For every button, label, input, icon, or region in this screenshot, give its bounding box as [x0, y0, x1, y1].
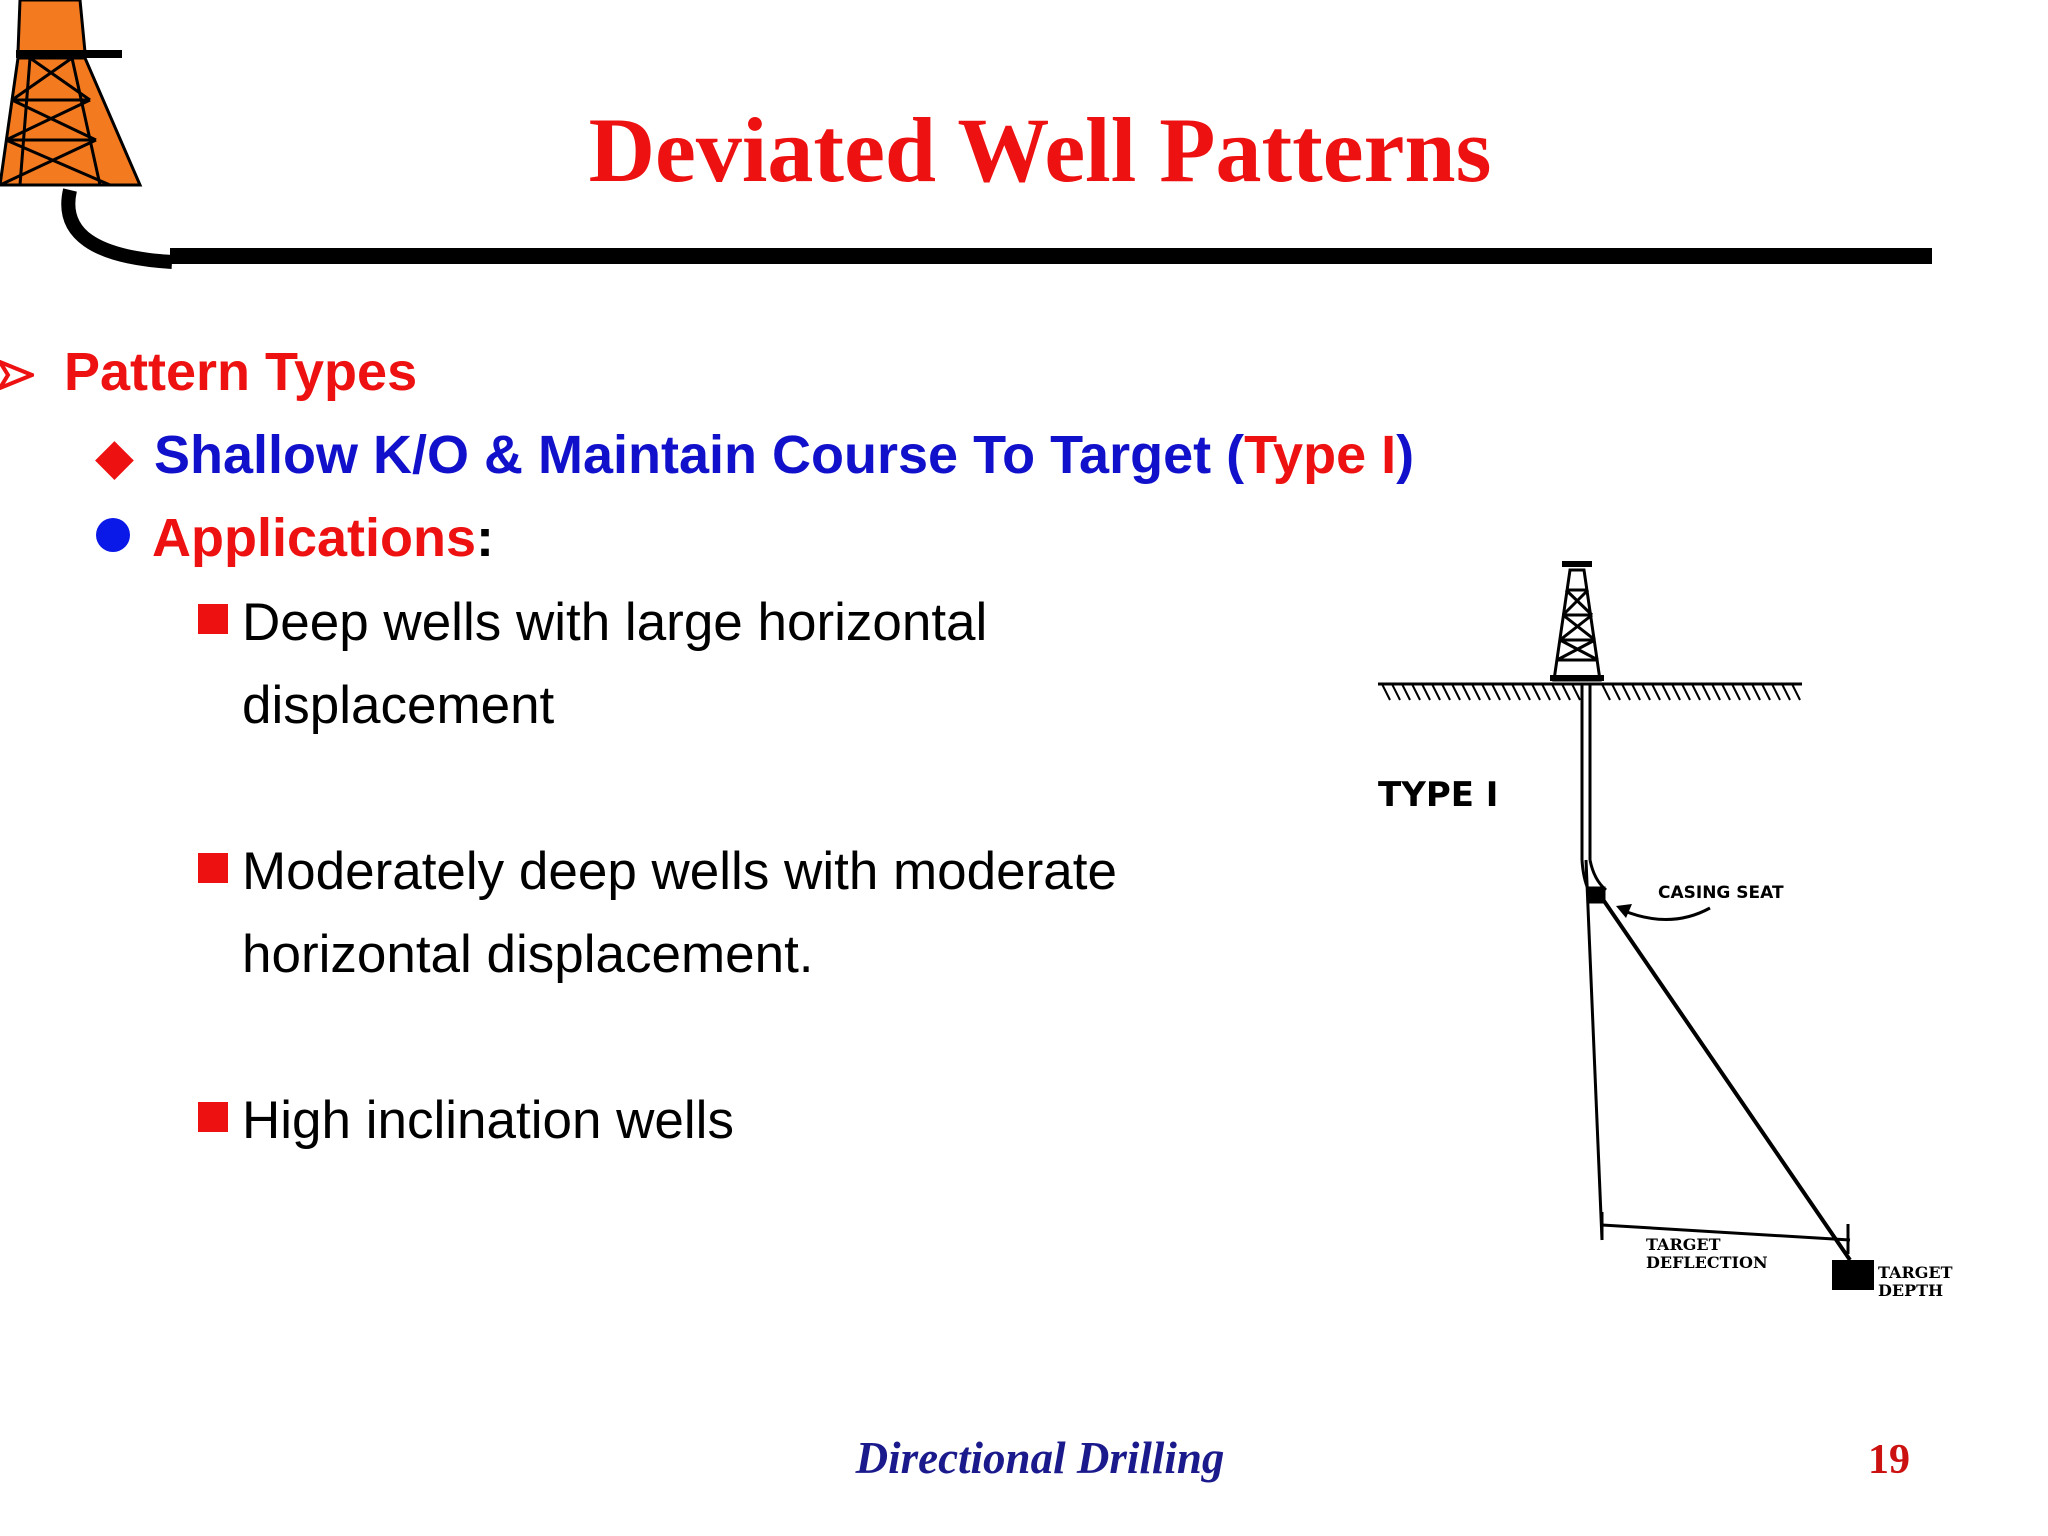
list-item-continuation: displacement: [242, 676, 555, 735]
list-item: [198, 1091, 734, 1150]
ground-hatch-mark: [1442, 684, 1450, 700]
title-divider: [170, 248, 1932, 264]
target-deflection-label-1: TARGET: [1646, 1235, 1721, 1254]
list-item-continuation: horizontal displacement.: [242, 925, 814, 984]
ground-hatch-mark: [1712, 684, 1720, 700]
ground-hatch-mark: [1482, 684, 1490, 700]
type-line-type: Type I: [1244, 425, 1397, 485]
casing-seat-label: CASING SEAT: [1658, 883, 1784, 903]
ground-hatch-mark: [1682, 684, 1690, 700]
target-block: [1832, 1260, 1874, 1290]
ground-hatch-mark: [1572, 684, 1580, 700]
list-item: [198, 593, 988, 652]
ground-hatch-mark: [1402, 684, 1410, 700]
ground-hatch-mark: [1432, 684, 1440, 700]
ground-hatch-mark: [1782, 684, 1790, 700]
type-i-well-diagram: [1370, 560, 2000, 1320]
ground-hatch-mark: [1452, 684, 1460, 700]
derrick-logo-icon: [0, 0, 180, 275]
page-number: 19: [1868, 1437, 1910, 1483]
applications-line: [96, 508, 495, 568]
ground-hatch-mark: [1692, 684, 1700, 700]
ground-hatch-mark: [1652, 684, 1660, 700]
pattern-types-heading: [0, 342, 418, 402]
ground-hatch-mark: [1522, 684, 1530, 700]
target-depth-label-1: TARGET: [1878, 1263, 1953, 1282]
item-text: Deep wells with large horizontal: [242, 593, 988, 652]
ground-hatch-mark: [1462, 684, 1470, 700]
ground-hatch-mark: [1562, 684, 1570, 700]
ground-hatch-mark: [1772, 684, 1780, 700]
applications-label: Applications: [152, 508, 477, 568]
ground-hatch-mark: [1502, 684, 1510, 700]
list-item: [198, 842, 1117, 901]
square-bullet-icon: [198, 604, 228, 634]
ground-hatch-mark: [1732, 684, 1740, 700]
ground-hatch-mark: [1752, 684, 1760, 700]
heading-text: Pattern Types: [64, 342, 418, 402]
slide-title: Deviated Well Patterns: [588, 99, 1492, 201]
footer-title: Directional Drilling: [855, 1433, 1225, 1483]
ground-hatch-mark: [1622, 684, 1630, 700]
ground-hatch-mark: [1602, 684, 1610, 700]
target-depth-label-2: DEPTH: [1878, 1281, 1944, 1300]
ground-hatch-mark: [1542, 684, 1550, 700]
ground-hatch-mark: [1532, 684, 1540, 700]
ground-hatch-mark: [1762, 684, 1770, 700]
ground-hatch-mark: [1632, 684, 1640, 700]
item-text: Moderately deep wells with moderate: [242, 842, 1117, 901]
type-line-suffix: ): [1396, 425, 1415, 485]
ground-hatch-mark: [1642, 684, 1650, 700]
ground-hatch-mark: [1382, 684, 1390, 700]
item-text: High inclination wells: [242, 1091, 734, 1150]
ground-hatch-mark: [1512, 684, 1520, 700]
ground-hatch-mark: [1672, 684, 1680, 700]
ground-hatch-mark: [1662, 684, 1670, 700]
dot-bullet-icon: [96, 518, 130, 552]
ground-hatch-mark: [1702, 684, 1710, 700]
type-line: [96, 425, 1415, 485]
applications-colon: :: [476, 508, 495, 568]
ground-hatch-mark: [1612, 684, 1620, 700]
derrick-icon: [1550, 564, 1604, 680]
target-deflection-label-2: DEFLECTION: [1646, 1253, 1768, 1272]
diamond-bullet-icon: ◆: [96, 431, 133, 484]
ground-hatch-mark: [1412, 684, 1420, 700]
ground-hatch-mark: [1552, 684, 1560, 700]
ground-hatch-mark: [1742, 684, 1750, 700]
ground-hatch-mark: [1722, 684, 1730, 700]
ground-hatch-mark: [1792, 684, 1800, 700]
arrow-bullet-icon: [0, 345, 60, 399]
ground-hatch-mark: [1392, 684, 1400, 700]
type-line-prefix: Shallow K/O & Maintain Course To Target (: [154, 425, 1245, 485]
square-bullet-icon: [198, 1102, 228, 1132]
square-bullet-icon: [198, 853, 228, 883]
ground-hatch-mark: [1492, 684, 1500, 700]
ground-hatch-mark: [1422, 684, 1430, 700]
diagram-type-label: TYPE I: [1378, 775, 1499, 815]
ground-hatch-mark: [1472, 684, 1480, 700]
